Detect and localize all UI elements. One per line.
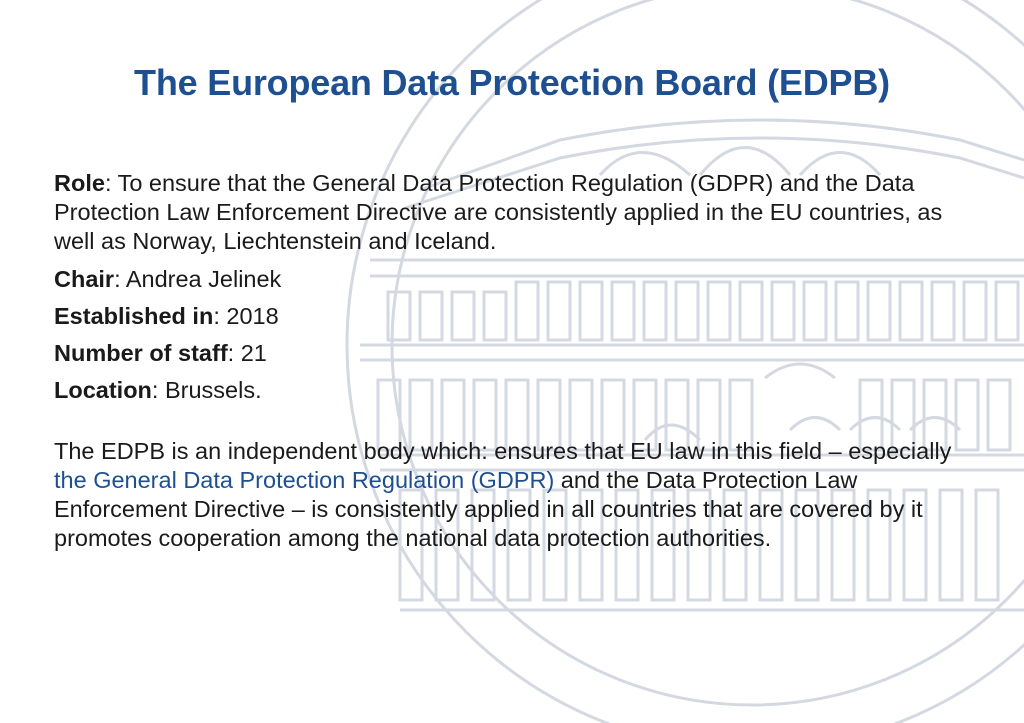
slide-title: The European Data Protection Board (EDPB) <box>134 62 890 103</box>
fact-staff-separator: : <box>227 340 235 366</box>
fact-established-separator: : <box>213 303 220 329</box>
fact-location-separator: : <box>151 377 159 403</box>
fact-staff-label: Number of staff <box>54 340 228 366</box>
fact-chair <box>54 265 974 294</box>
role-label: Role <box>54 170 105 196</box>
summary-text-after: and the Data Protection Law Enforcement Directive – is consistently applied in all countries that are covered by it promotes cooperation among the national data protection authorities. <box>54 467 923 551</box>
role-paragraph <box>54 169 974 256</box>
fact-location <box>54 376 974 405</box>
fact-chair-value: Andrea Jelinek <box>120 266 282 292</box>
fact-staff <box>54 339 974 368</box>
role-separator: : <box>104 170 112 196</box>
fact-location-value: Brussels. <box>158 377 262 403</box>
fact-location-label: Location <box>54 377 152 403</box>
fact-established-value: 2018 <box>219 303 279 329</box>
fact-staff-value: 21 <box>234 340 267 366</box>
fact-chair-separator: : <box>114 266 121 292</box>
fact-established-label: Established in <box>54 303 214 329</box>
gdpr-link[interactable]: the General Data Protection Regulation (GDPR) <box>54 467 555 493</box>
fact-chair-label: Chair <box>54 266 115 292</box>
summary-paragraph <box>54 437 974 553</box>
fact-established <box>54 302 974 331</box>
role-text: To ensure that the General Data Protection Regulation (GDPR) and the Data Protection Law Enforcement Directive are consistently applied in the EU countries, as well as Norway, Liechtenstein and Iceland. <box>54 170 943 254</box>
summary-text-before: The EDPB is an independent body which: ensures that EU law in this field – especially <box>54 438 952 464</box>
slide-body <box>54 169 974 553</box>
